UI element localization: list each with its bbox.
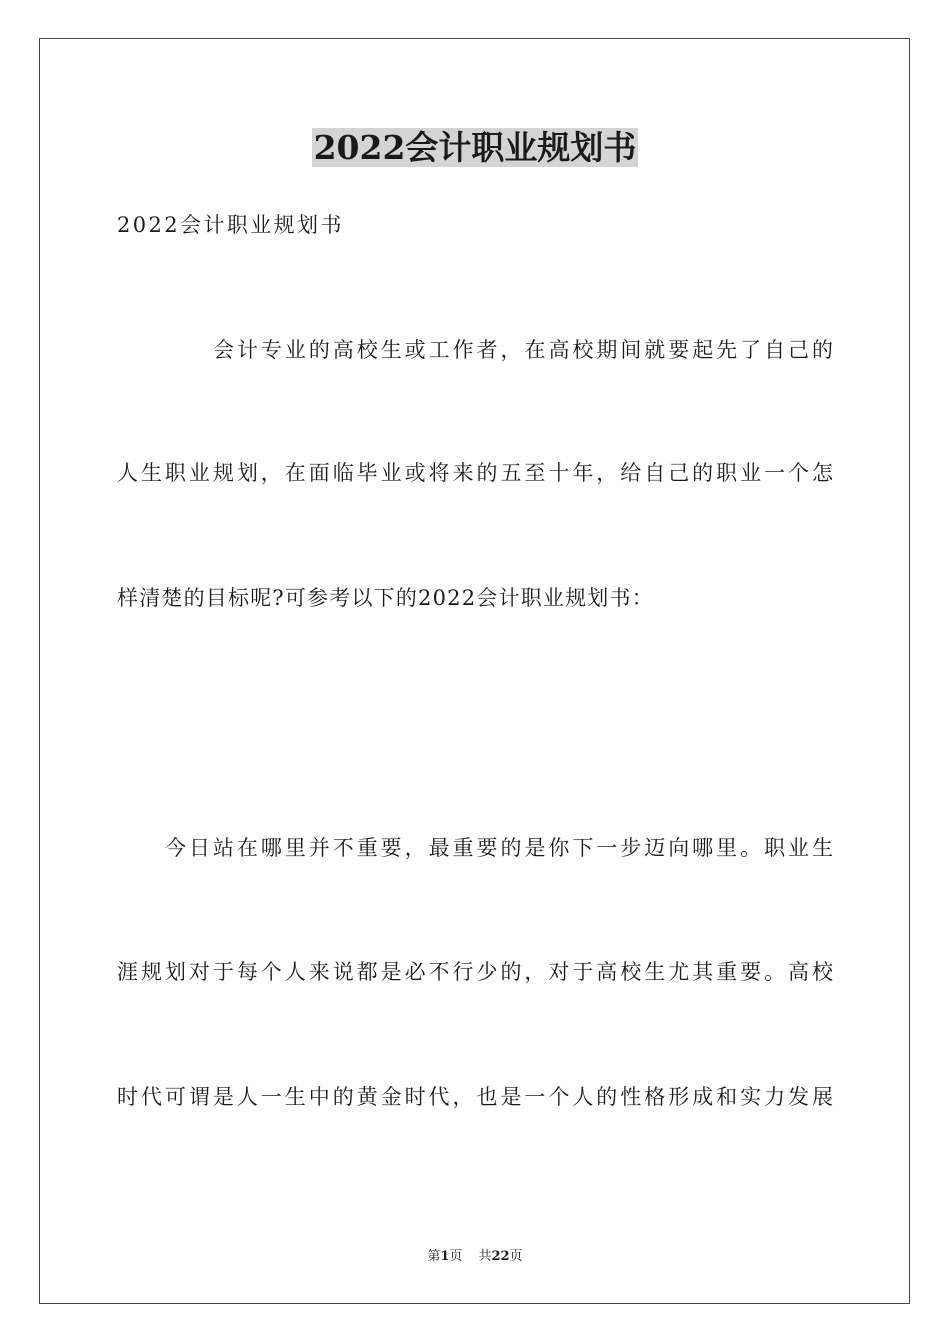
- document-title-text: 2022会计职业规划书: [313, 128, 637, 167]
- paragraph-2-line-3: 时代可谓是人一生中的黄金时代，也是一个人的性格形成和实力发展: [117, 1085, 833, 1109]
- paragraph-2-line-1: 今日站在哪里并不重要，最重要的是你下一步迈向哪里。职业生: [165, 836, 833, 860]
- page-prefix: 第: [427, 1249, 441, 1264]
- page-footer: [0, 1248, 950, 1266]
- page-current: 1: [440, 1249, 450, 1264]
- paragraph-1-line-3: 样清楚的目标呢?可参考以下的2022会计职业规划书：: [117, 586, 654, 610]
- paragraph-1-line-2: 人生职业规划，在面临毕业或将来的五至十年，给自己的职业一个怎: [117, 461, 833, 485]
- paragraph-1-line-1: 会计专业的高校生或工作者，在高校期间就要起先了自己的: [213, 338, 833, 362]
- subtitle-line: 2022会计职业规划书: [117, 213, 344, 237]
- page-total: 22: [491, 1249, 510, 1264]
- paragraph-2-line-2: 涯规划对于每个人来说都是必不行少的，对于高校生尤其重要。高校: [117, 960, 833, 984]
- total-suffix: 页: [509, 1249, 523, 1264]
- document-title: [0, 126, 950, 170]
- total-prefix: 共: [478, 1249, 492, 1264]
- page-suffix: 页: [449, 1249, 463, 1264]
